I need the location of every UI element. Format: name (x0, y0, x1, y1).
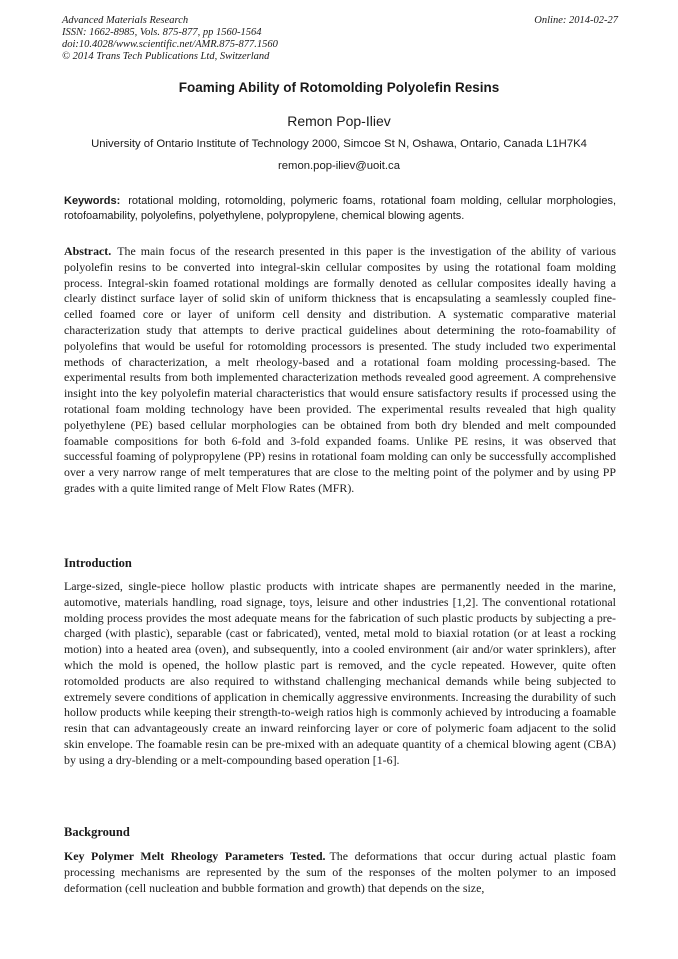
background-subheading: Key Polymer Melt Rheology Parameters Tested. (64, 849, 326, 863)
paper-title: Foaming Ability of Rotomolding Polyolefin Resins (178, 80, 500, 95)
issn-line: ISSN: 1662-8985, Vols. 875-877, pp 1560-1564 (62, 27, 262, 38)
copyright-line: © 2014 Trans Tech Publications Ltd, Switzerland (62, 51, 270, 62)
abstract-text: The main focus of the research presented in this paper is the investigation of the ability of various polyolefin resins to be converted into integral-skin cellular composites by using the rotational foam molding process. Integral-skin foamed rotational moldings are formally denoted as cellular composites ideally having a clearly distinct surface layer of solid skin of uniform thickness that is encapsulating a seamlessly coupled fine-celled foamed core or layer of uniform cell density and distribution. A systematic comparative material characterization study that attempts to derive practical guidelines about determining the roto-foamability of polyolefins that would be useful for rotomolding processors is presented. The study included two experimental methods of characterization, a melt rheology-based and a rotational foam molding processing-based. The experimental results from both implemented characterization methods revealed good agreement. A comprehensive insight into the key polyolefin material characteristics that would ensure satisfactory results if processed using the rotational foam molding technology have been provided. The experimental results revealed that high quality polyethylene (PE) based cellular morphologies can be obtained from both dry blended and melt compounded foamable compositions for both 6-fold and 3-fold expanded foams. Unlike PE resins, it was observed that successful foaming of polypropylene (PP) resins in rotational foam molding can only be successfully accomplished over a very narrow range of melt temperatures that are close to the melting point of the polymer and by using PP grades with a quite limited range of Melt Flow Rates (MFR). (64, 244, 616, 495)
background-heading: Background (64, 825, 130, 839)
journal-name: Advanced Materials Research (62, 15, 189, 26)
background-text: The deformations that occur during actual plastic foam processing mechanisms are represented by the sum of the responses of the molten polymer to an imposed deformation (cell nucleation and bubble formation and growth) that depends on the size, (64, 849, 617, 895)
doi-line[interactable]: doi:10.4028/www.scientific.net/AMR.875-877.1560 (62, 39, 278, 50)
background-paragraph (64, 849, 616, 896)
abstract-paragraph (64, 244, 616, 497)
author-email[interactable]: remon.pop-iliev@uoit.ca (278, 160, 400, 172)
keywords-paragraph (64, 194, 616, 224)
author-affiliation: University of Ontario Institute of Technology 2000, Simcoe St N, Oshawa, Ontario, Canada L1H7K4 (91, 138, 587, 150)
keywords-text: rotational molding, rotomolding, polymeric foams, rotational foam molding, cellular morphologies, rotofoamability, polyolefins, polyethylene, polypropylene, chemical blowing agents. (64, 195, 616, 222)
keywords-label: Keywords: (64, 195, 121, 207)
journal-header (62, 15, 618, 63)
online-date: Online: 2014-02-27 (534, 15, 618, 26)
introduction-heading: Introduction (64, 556, 132, 570)
author-name: Remon Pop-Iliev (287, 113, 391, 129)
introduction-paragraph: Large-sized, single-piece hollow plastic products with intricate shapes are permanently needed in the marine, automotive, materials handling, road signage, toys, leisure and other industries [1,2]. The conventional rotational molding process provides the most adequate means for the fabrication of such plastic products by subjecting a pre-charged (with plastic), separable (cast or fabricated), vented, metal mold to biaxial rotation (or at least a rocking motion) into a heated area (oven), and subsequently, into a cooled environment (air and/or water sprinklers), after which the mold is opened, the hollow plastic part is removed, and the cycle repeated. However, quite often rotomolded products are also required to withstand challenging mechanical demands while being subjected to extremely severe conditions of application in chemically aggressive environments. Increasing the durability of such hollow products while keeping their strength-to-weigh ratios high is commonly achieved by introducing a foamable resin that can advantageously create an inward reinforcing layer or core of polymeric foam adjacent to the solid skin envelope. The foamable resin can be pre-mixed with an adequate quantity of a chemical blowing agent (CBA) by using a dry-blending or a melt-compounding based operation [1-6]. (64, 579, 616, 767)
abstract-label: Abstract. (64, 244, 112, 258)
